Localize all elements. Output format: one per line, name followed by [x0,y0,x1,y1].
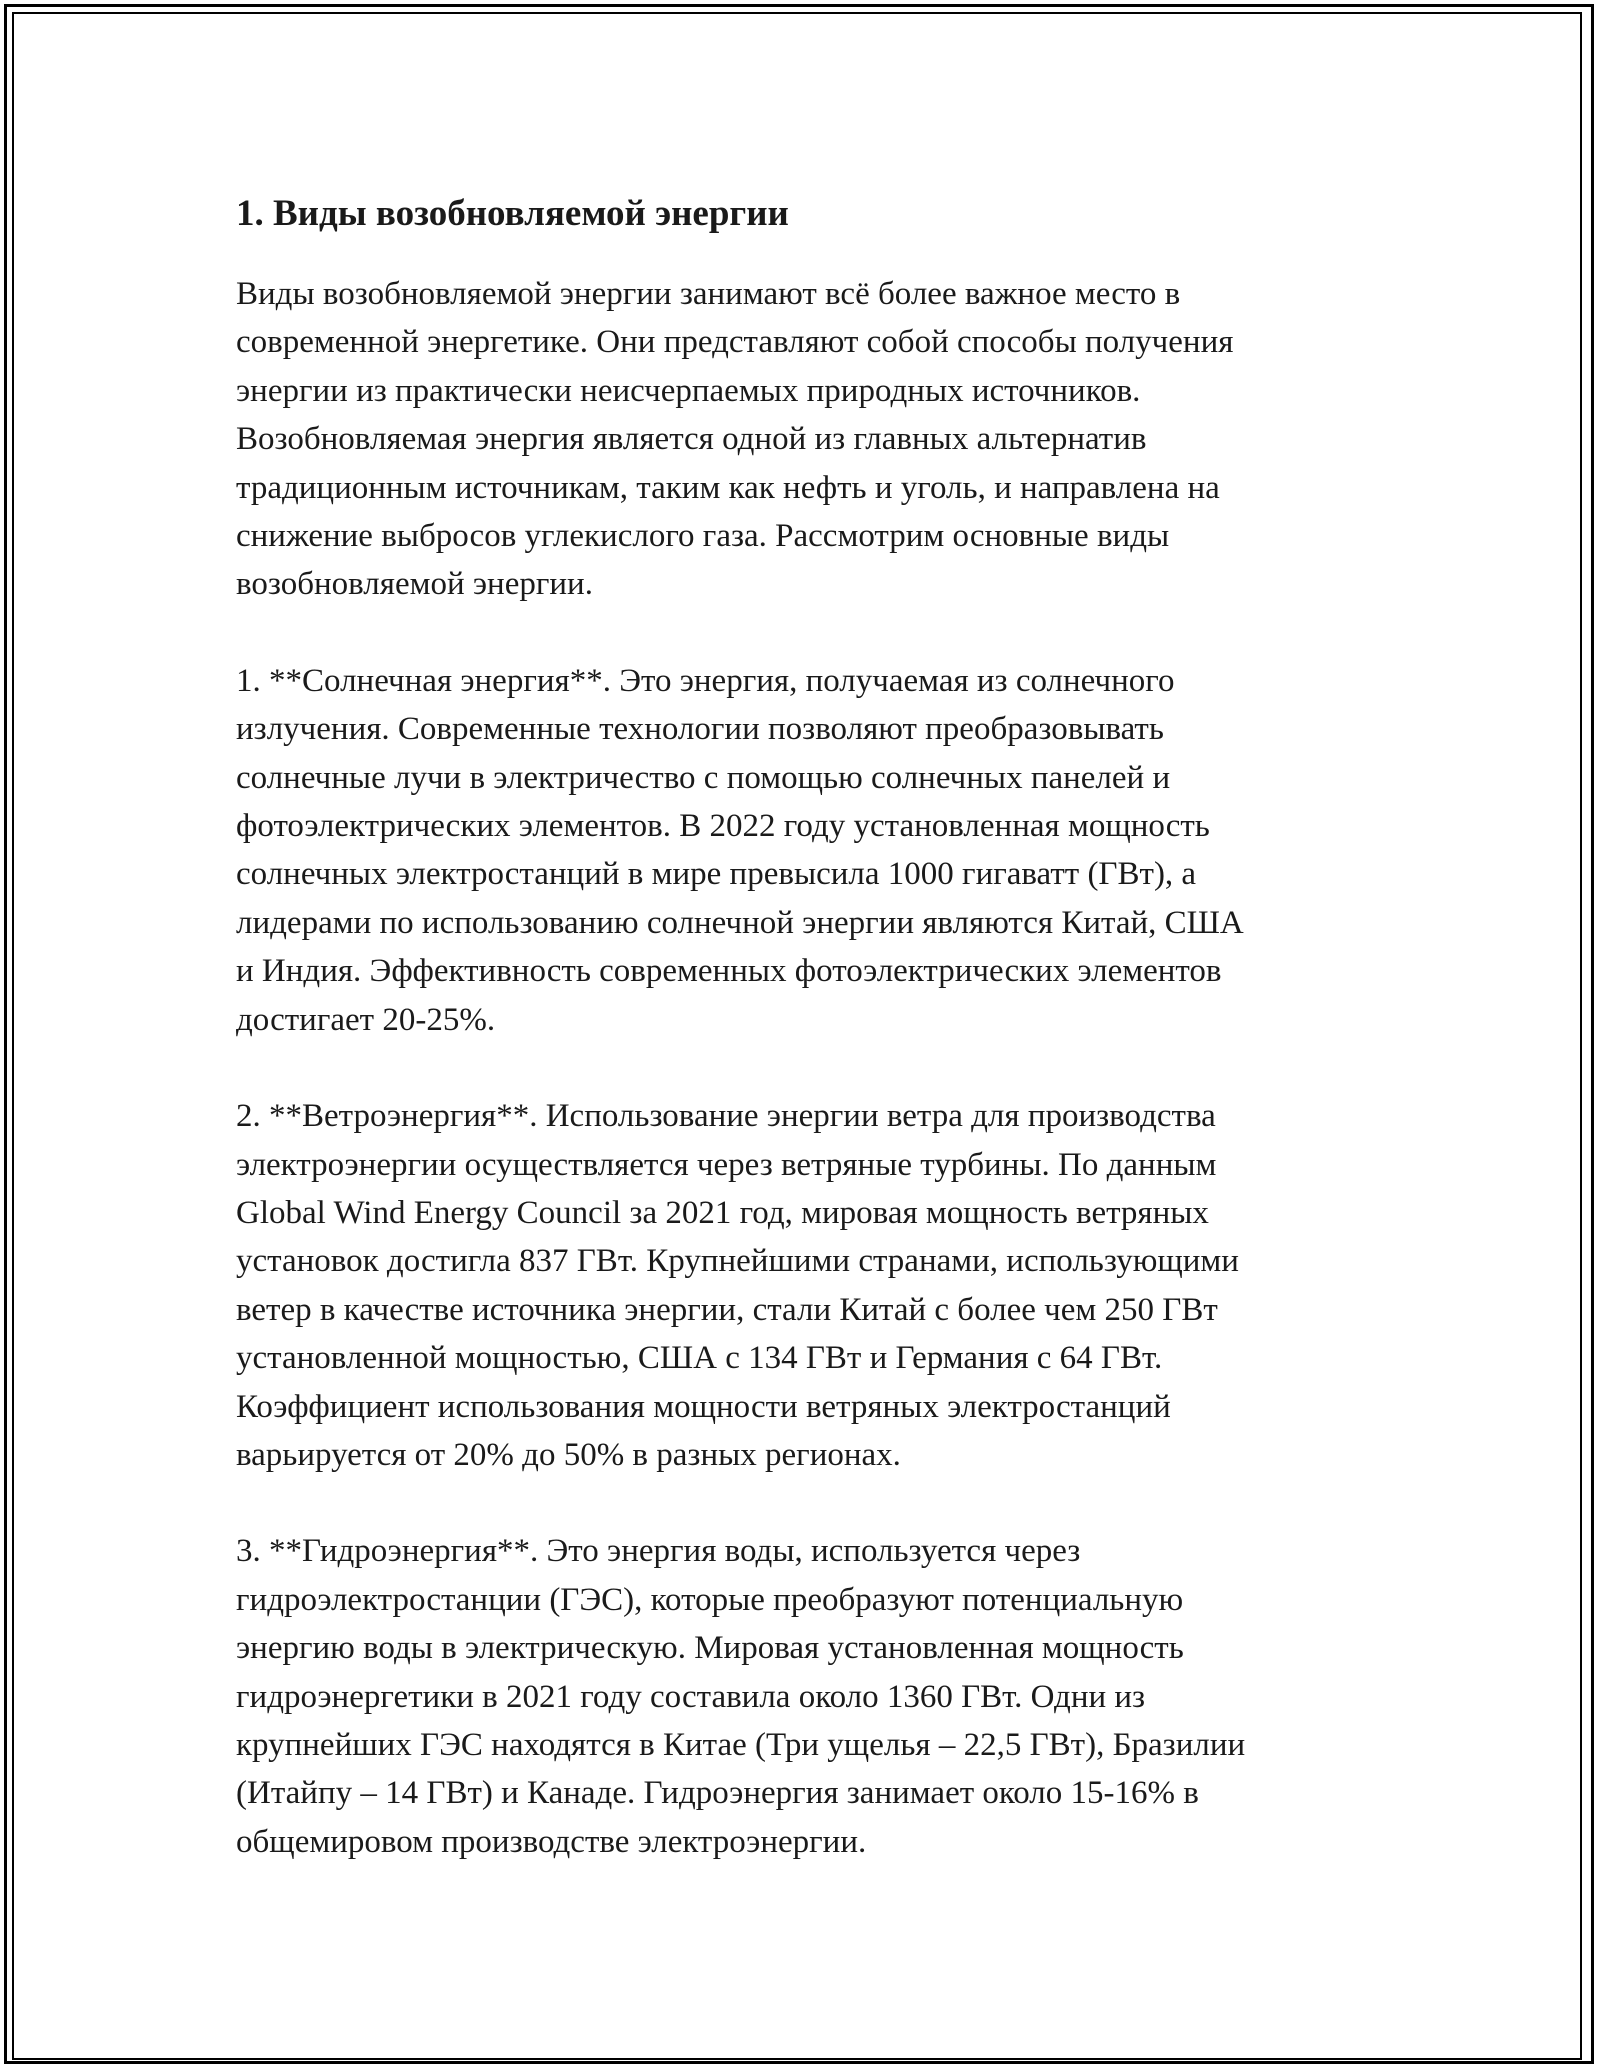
intro-paragraph: Виды возобновляемой энергии занимают всё более важное место в современной энергетике. Они представляют собой способы получения энергии из практически неисчерпаемых природных источников. Возобновляемая энергия является одной из главных альтернатив традиционным источникам, таким как нефть и уголь, и направлена на снижение выбросов углекислого газа. Рассмотрим основные виды возобновляемой энергии. [236,276,1234,603]
solar-energy-paragraph: 1. **Солнечная энергия**. Это энергия, получаемая из солнечного излучения. Современные технологии позволяют преобразовывать солнечные лучи в электричество с помощью солнечных панелей и фотоэлектрических элементов. В 2022 году установленная мощность солнечных электростанций в мире превысила 1000 гигаватт (ГВт), а лидерами по использованию солнечной энергии являются Китай, США и Индия. Эффективность современных фотоэлектрических элементов достигает 20-25%. [236,662,1244,1038]
section-heading: 1. Виды возобновляемой энергии [236,193,789,234]
wind-energy-paragraph: 2. **Ветроэнергия**. Использование энергии ветра для производства электроэнергии осуществляется через ветряные турбины. По данным Global Wind Energy Council за 2021 год, мировая мощность ветряных установок достигла 837 ГВт. Крупнейшими странами, использующими ветер в качестве источника энергии, стали Китай с более чем 250 ГВт установленной мощностью, США с 134 ГВт и Германия с 64 ГВт. Коэффициент использования мощности ветряных электростанций варьируется от 20% до 50% в разных регионах. [236,1098,1239,1473]
hydro-energy-paragraph: 3. **Гидроэнергия**. Это энергия воды, используется через гидроэлектростанции (ГЭС), которые преобразуют потенциальную энергию воды в электрическую. Мировая установленная мощность гидроэнергетики в 2021 году составила около 1360 ГВт. Одни из крупнейших ГЭС находятся в Китае (Три ущелья – 22,5 ГВт), Бразилии (Итайпу – 14 ГВт) и Канаде. Гидроэнергия занимает около 15-16% в общемировом производстве электроэнергии. [236,1533,1246,1860]
document-page [236,186,1376,1914]
